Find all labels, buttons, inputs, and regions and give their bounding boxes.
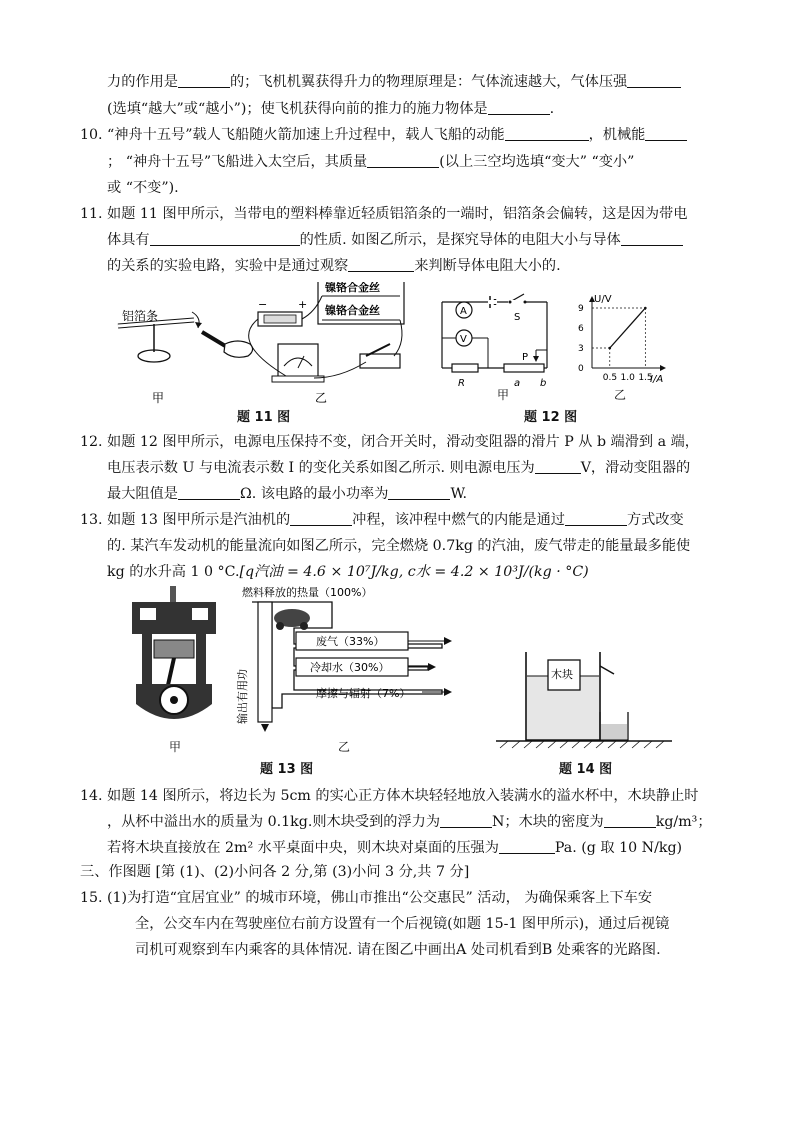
- q9-line-1: [107, 72, 681, 92]
- cylinder-wall-right: [196, 634, 206, 684]
- figure-12-caption: 题 12 图: [524, 410, 578, 425]
- text: ，从杯中溢出水的质量为 0.1kg.则木块受到的浮力为: [107, 814, 441, 830]
- text: 如题 13 图甲所示是汽油机的: [107, 512, 291, 528]
- text: Pa. (g 取 10 N/kg): [554, 840, 683, 856]
- q10-line-2: [107, 152, 634, 172]
- q15-line-3: 司机可观察到车内乘客的具体情况. 请在图乙中画出A 处司机看到B 处乘客的光路图.: [135, 942, 661, 958]
- figure-11: [110, 282, 410, 412]
- text: 的性质. 如图乙所示，是探究导体的电阻大小与导体: [299, 232, 621, 248]
- battery-plus: +: [298, 298, 308, 311]
- text: .: [549, 101, 555, 117]
- figure-12-circuit: [432, 290, 557, 400]
- answer-blank[interactable]: [535, 459, 581, 474]
- text: V，滑动变阻器的: [580, 460, 691, 476]
- q12-line-2: [107, 458, 690, 478]
- q12-line-1: 如题 12 图甲所示，电源电压保持不变，闭合开关时，滑动变阻器的滑片 P 从 b 端滑到 a 端，: [107, 434, 699, 450]
- spark-plug: [170, 586, 176, 602]
- q11-line-1: 如题 11 图甲所示，当带电的塑料棒靠近轻质铝箔条的一端时，铝箔条会偏转，这是因为带电: [107, 206, 688, 222]
- table-hatching: [500, 741, 664, 748]
- answer-blank[interactable]: [621, 231, 683, 246]
- answer-blank[interactable]: [505, 126, 589, 141]
- text: (以上三空均选填“变大” “变小”: [439, 154, 635, 170]
- cup-spout: [600, 666, 614, 674]
- output-arrowhead: [261, 724, 269, 732]
- exhaust-label: 废气（33%）: [316, 635, 385, 648]
- text: kg/m³；: [655, 814, 712, 830]
- y-tick-label: 9: [578, 304, 584, 314]
- q15-line-2: 全，公交车内在驾驶座位右前方设置有一个后视镜(如题 15-1 图甲所示)，通过后视镜: [135, 916, 670, 932]
- hand: [224, 341, 253, 357]
- figure-13-energy-flow: [232, 584, 460, 739]
- foil-label: 铝箔条: [122, 309, 159, 323]
- valve-left: [140, 608, 156, 620]
- end-a: a: [514, 378, 521, 389]
- data-point: [608, 347, 611, 350]
- answer-blank[interactable]: [178, 485, 240, 500]
- y-tick-label: 3: [578, 344, 584, 354]
- battery-minus: −: [258, 298, 268, 311]
- answer-blank[interactable]: [290, 511, 352, 526]
- text: “神舟十五号”载人飞船随火箭加速上升过程中，载人飞船的动能: [107, 127, 505, 143]
- q14-line-1: 如题 14 图所示，将边长为 5cm 的实心正方体木块轻轻地放入装满水的溢水杯中，木块静止时: [107, 788, 699, 804]
- answer-blank[interactable]: [488, 100, 550, 115]
- car-wheel: [276, 622, 284, 630]
- q13-line-1: [107, 510, 684, 530]
- q14-line-2: [107, 812, 712, 832]
- overflow-water: [601, 724, 627, 739]
- x-axis-label: I/A: [650, 374, 664, 385]
- figure-11-caption: 题 11 图: [237, 410, 291, 425]
- slider-letter: P: [522, 352, 529, 363]
- x-tick-label: 1.5: [638, 373, 653, 383]
- car-wheel: [300, 622, 308, 630]
- q14-line-3: [107, 838, 682, 858]
- q13-line-2: 的. 某汽车发动机的能量流向如图乙所示，完全燃烧 0.7kg 的汽油，废气带走的能量最多能使: [107, 538, 691, 554]
- end-b: b: [540, 378, 547, 389]
- output-channel: [258, 602, 272, 722]
- y-axis-label: U/V: [594, 294, 612, 305]
- figure-13-engine: [122, 584, 226, 734]
- valve-right: [192, 608, 208, 620]
- text: 体具有: [107, 232, 150, 248]
- q11-line-3: [107, 256, 561, 276]
- text: 冲程，该冲程中燃气的内能是通过: [352, 512, 565, 528]
- battery-gap: [488, 300, 497, 304]
- wire-label-1: 镍铬合金丝: [325, 282, 380, 294]
- q15-number: 15.: [80, 890, 103, 906]
- resistor-R: [452, 364, 478, 372]
- switch-contact: [524, 301, 527, 304]
- friction-arrowhead: [444, 688, 452, 696]
- q14-number: 14.: [80, 788, 103, 804]
- battery-cell: [264, 315, 296, 323]
- y-tick-label: 6: [578, 324, 584, 334]
- section-3-heading: 三、作图题 [第 (1)、(2)小问各 2 分,第 (3)小问 3 分,共 7 分]: [80, 864, 470, 880]
- text: 若将木块直接放在 2m² 水平桌面中央，则木块对桌面的压强为: [107, 840, 499, 856]
- slider-arrow: [533, 356, 539, 362]
- switch-base: [360, 354, 400, 368]
- label-jia: 甲: [152, 391, 165, 405]
- q11-line-2: [107, 230, 683, 250]
- cooling-arrowhead: [428, 663, 436, 671]
- text: (选填“越大”或“越小”)；使飞机获得向前的推力的施力物体是: [107, 101, 488, 117]
- chart-series: [608, 307, 646, 350]
- fig12-label-jia: 甲: [497, 388, 510, 402]
- text: 的关系的实验电路，实验中是通过观察: [107, 258, 349, 274]
- chart-ticks: [578, 304, 653, 383]
- fig12-label-yi: 乙: [614, 388, 627, 402]
- q13-number: 13.: [80, 512, 103, 528]
- voltmeter-letter: V: [460, 334, 467, 345]
- ammeter-letter: A: [460, 306, 467, 317]
- answer-blank[interactable]: [645, 126, 687, 141]
- figure-13-caption: 题 13 图: [260, 762, 314, 777]
- switch-letter: S: [514, 312, 521, 323]
- q10-number: 10.: [80, 127, 103, 143]
- resistor-letter: R: [458, 378, 465, 389]
- q13-line-3: [107, 562, 589, 582]
- fig13-label-jia: 甲: [169, 740, 182, 754]
- label-yi: 乙: [315, 391, 328, 405]
- ammeter-base: [272, 376, 324, 382]
- answer-blank[interactable]: [604, 813, 656, 828]
- text: 来判断导体电阻大小的.: [414, 258, 561, 274]
- data-point: [644, 307, 647, 310]
- text: 最大阻值是: [107, 486, 178, 502]
- text: ，机械能: [588, 127, 646, 143]
- figure-14-caption: 题 14 图: [559, 762, 613, 777]
- answer-blank[interactable]: [178, 73, 230, 88]
- text: N；木块的密度为: [492, 814, 604, 830]
- fig13-label-yi: 乙: [338, 740, 351, 754]
- cylinder-wall-left: [142, 634, 152, 684]
- output-label: 输出有用功: [236, 669, 249, 724]
- switch-pivot: [509, 301, 512, 304]
- piston: [154, 640, 194, 658]
- block-label: 木块: [551, 668, 573, 681]
- text: ； “神舟十五号”飞船进入太空后，其质量: [107, 154, 368, 170]
- text: 的；飞机机翼获得升力的物理原理是：气体流速越大，气体压强: [229, 74, 628, 90]
- formula: [q汽油 = 4.6 × 10⁷J/kg, c水 = 4.2 × 10³J/(kg · °C): [239, 564, 589, 580]
- q10-line-1: [107, 125, 687, 145]
- text: W.: [450, 486, 468, 502]
- arrow-head: [195, 322, 202, 328]
- text: 方式改变: [626, 512, 684, 528]
- crank-pin: [170, 696, 178, 704]
- x-tick-label: 0.5: [602, 373, 618, 383]
- figure-12-chart: [572, 290, 672, 385]
- wire-label-2: 镍铬合金丝: [325, 304, 380, 317]
- ammeter-box: [278, 344, 318, 378]
- answer-blank[interactable]: [565, 511, 627, 526]
- answer-blank[interactable]: [440, 813, 492, 828]
- y-tick-label: 0: [578, 364, 584, 374]
- q11-number: 11.: [80, 206, 103, 222]
- q10-line-3: 或 “不变”).: [107, 180, 179, 196]
- rheostat: [504, 364, 544, 372]
- answer-blank[interactable]: [627, 73, 681, 88]
- answer-blank[interactable]: [388, 485, 450, 500]
- answer-blank[interactable]: [150, 231, 300, 246]
- x-axis-arrow: [660, 365, 666, 371]
- answer-blank[interactable]: [348, 257, 414, 272]
- connect-wire: [394, 320, 402, 356]
- series-line: [610, 308, 646, 348]
- friction-label: 摩擦与辐射（7%）: [316, 687, 411, 700]
- exhaust-arrowhead: [444, 637, 452, 645]
- text: Ω. 该电路的最小功率为: [239, 486, 389, 502]
- energy-top-label: 燃料释放的热量（100%）: [242, 586, 373, 599]
- text: kg 的水升高 1 0 °C.: [107, 564, 240, 580]
- q15-line-1: (1)为打造“宜居宜业” 的城市环境，佛山市推出“公交惠民” 活动， 为确保乘客上下车安: [107, 890, 653, 906]
- q12-number: 12.: [80, 434, 103, 450]
- answer-blank[interactable]: [499, 839, 555, 854]
- cooling-label: 冷却水（30%）: [310, 661, 390, 674]
- text: 电压表示数 U 与电流表示数 I 的变化关系如图乙所示. 则电源电压为: [107, 460, 535, 476]
- text: 力的作用是: [107, 74, 178, 90]
- figure-14: [496, 640, 676, 752]
- q9-line-2: [107, 99, 554, 119]
- q12-line-3: [107, 484, 467, 504]
- answer-blank[interactable]: [367, 153, 439, 168]
- x-tick-label: 1.0: [620, 373, 635, 383]
